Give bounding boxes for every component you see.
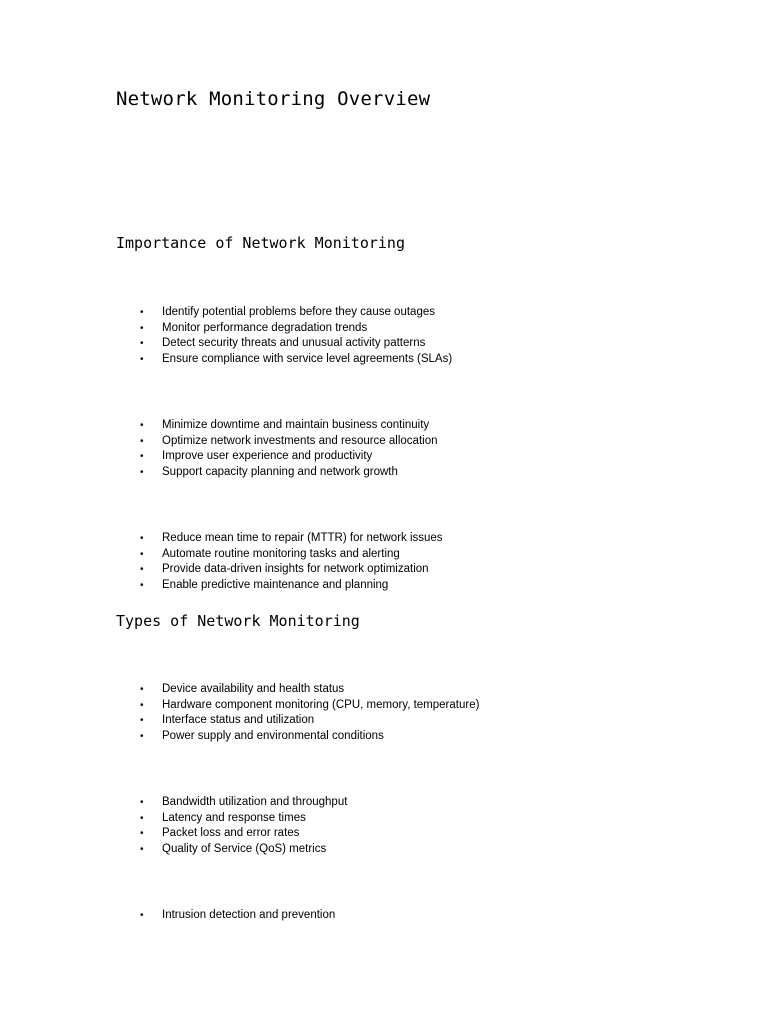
list-item (138, 418, 438, 434)
list-item (138, 449, 438, 465)
list-item (138, 729, 479, 745)
bullet-icon: • (140, 435, 144, 447)
document-title: Network Monitoring Overview (116, 88, 431, 110)
bullet-list (138, 531, 443, 593)
list-item (138, 811, 347, 827)
bullet-list (138, 795, 347, 857)
list-item-text: Power supply and environmental conditions (162, 729, 384, 742)
list-item-text: Ensure compliance with service level agreements (SLAs) (162, 352, 453, 365)
bullet-icon: • (140, 843, 144, 855)
bullet-icon: • (140, 338, 144, 349)
list-item (138, 305, 452, 321)
bullet-icon: • (140, 684, 144, 695)
list-item-text: Hardware component monitoring (CPU, memory, temperature) (162, 698, 480, 711)
bullet-icon: • (140, 797, 144, 808)
list-item-text: Monitor performance degradation trends (162, 321, 368, 334)
list-item (138, 713, 479, 729)
list-item (138, 562, 443, 578)
bullet-icon: • (140, 307, 144, 318)
bullet-icon: • (140, 579, 144, 591)
list-item (138, 698, 479, 714)
section-heading-importance: Importance of Network Monitoring (116, 234, 405, 252)
list-item (138, 842, 347, 858)
list-item (138, 795, 347, 811)
list-item (138, 352, 452, 368)
list-item-text: Interface status and utilization (162, 714, 315, 726)
bullet-icon: • (140, 699, 144, 711)
bullet-icon: • (140, 715, 144, 726)
list-item-text: Intrusion detection and prevention (162, 909, 336, 921)
list-item-text: Support capacity planning and network growth (162, 465, 398, 478)
list-item (138, 578, 443, 594)
list-item (138, 531, 443, 547)
bullet-list (138, 418, 438, 480)
list-item-text: Device availability and health status (162, 683, 345, 695)
list-item (138, 682, 479, 698)
bullet-list (138, 682, 479, 744)
list-item (138, 434, 438, 450)
bullet-icon: • (140, 353, 144, 365)
list-item-text: Provide data-driven insights for network optimization (162, 563, 429, 575)
list-item-text: Quality of Service (QoS) metrics (162, 842, 327, 855)
bullet-icon: • (140, 322, 144, 334)
list-item (138, 321, 452, 337)
list-item (138, 908, 335, 924)
bullet-icon: • (140, 548, 144, 560)
list-item (138, 547, 443, 563)
list-item-text: Minimize downtime and maintain business continuity (162, 419, 430, 431)
list-item-text: Identify potential problems before they cause outages (162, 306, 435, 318)
bullet-icon: • (140, 564, 144, 575)
list-item-text: Automate routine monitoring tasks and alerting (162, 547, 400, 560)
bullet-icon: • (140, 812, 144, 824)
bullet-icon: • (140, 910, 144, 921)
bullet-icon: • (140, 730, 144, 742)
bullet-list (138, 305, 452, 367)
bullet-icon: • (140, 420, 144, 431)
list-item (138, 336, 452, 352)
list-item-text: Optimize network investments and resource allocation (162, 434, 438, 447)
list-item-text: Reduce mean time to repair (MTTR) for network issues (162, 532, 443, 544)
list-item-text: Latency and response times (162, 811, 306, 824)
bullet-list (138, 908, 335, 924)
list-item-text: Detect security threats and unusual activity patterns (162, 337, 426, 349)
bullet-icon: • (140, 828, 144, 839)
list-item (138, 826, 347, 842)
list-item-text: Packet loss and error rates (162, 827, 300, 839)
bullet-icon: • (140, 533, 144, 544)
list-item-text: Bandwidth utilization and throughput (162, 796, 348, 808)
section-heading-types: Types of Network Monitoring (116, 612, 360, 630)
bullet-icon: • (140, 466, 144, 478)
list-item-text: Enable predictive maintenance and planning (162, 578, 389, 591)
bullet-icon: • (140, 451, 144, 462)
list-item-text: Improve user experience and productivity (162, 450, 373, 462)
list-item (138, 465, 438, 481)
